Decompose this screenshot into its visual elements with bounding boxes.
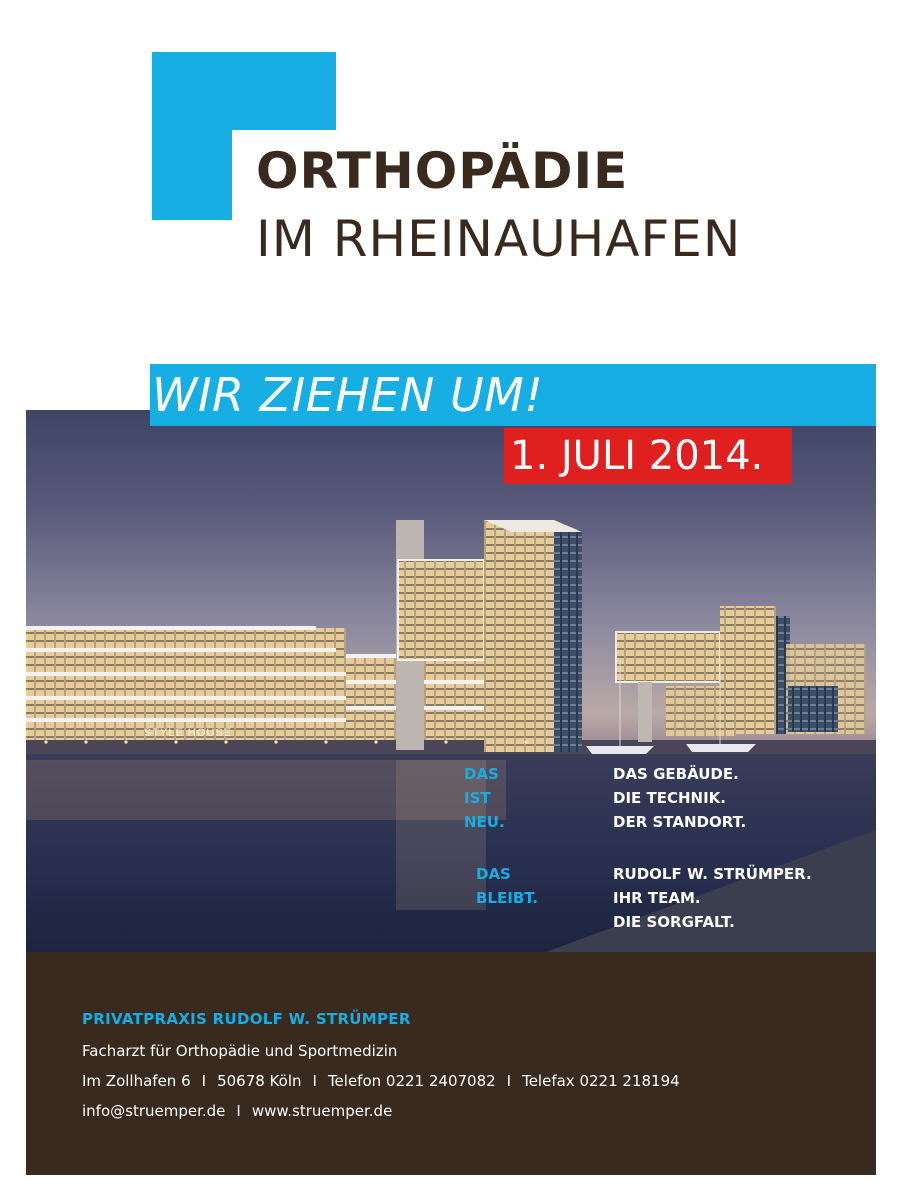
- new-line: DAS GEBÄUDE.: [613, 765, 739, 783]
- stays-lines: [613, 862, 812, 934]
- new-line: DER STANDORT.: [613, 813, 747, 831]
- stays-label: DAS BLEIBT.: [476, 865, 538, 907]
- crane-house-main: [396, 520, 582, 752]
- new-lines: [613, 762, 746, 834]
- new-label: DAS IST NEU.: [464, 765, 505, 831]
- style-house-sign: STYLE HOUSE: [144, 727, 233, 739]
- stays-line: DIE SORGFALT.: [613, 913, 735, 931]
- city: 50678 Köln: [217, 1072, 302, 1090]
- logo-title: ORTHOPÄDIE: [256, 142, 629, 200]
- separator: I: [312, 1072, 317, 1090]
- separator: I: [201, 1072, 207, 1090]
- moving-headline: WIR ZIEHEN UM!: [152, 368, 544, 422]
- crane-house-second: [616, 606, 790, 742]
- phone: Telefon 0221 2407082: [327, 1072, 496, 1090]
- contact-footer: [26, 952, 876, 1175]
- email-link[interactable]: info@struemper.de: [82, 1102, 226, 1120]
- specialty: Facharzt für Orthopädie und Sportmedizin: [82, 1042, 398, 1060]
- address-line: [82, 1072, 680, 1090]
- street: Im Zollhafen 6: [82, 1072, 191, 1090]
- fax: Telefax 0221 218194: [522, 1072, 680, 1090]
- logo-subtitle: IM RHEINAUHAFEN: [256, 210, 742, 268]
- stays-line: RUDOLF W. STRÜMPER.: [613, 865, 812, 883]
- separator: I: [236, 1102, 241, 1120]
- website-link[interactable]: www.struemper.de: [251, 1102, 393, 1120]
- practice-name: PRIVATPRAXIS RUDOLF W. STRÜMPER: [82, 1010, 411, 1028]
- crane-house-third: [786, 644, 866, 734]
- web-line: [82, 1102, 392, 1120]
- stays-line: IHR TEAM.: [613, 889, 701, 907]
- moving-date: 1. JULI 2014.: [510, 433, 764, 479]
- new-line: DIE TECHNIK.: [613, 789, 726, 807]
- separator: I: [506, 1072, 512, 1090]
